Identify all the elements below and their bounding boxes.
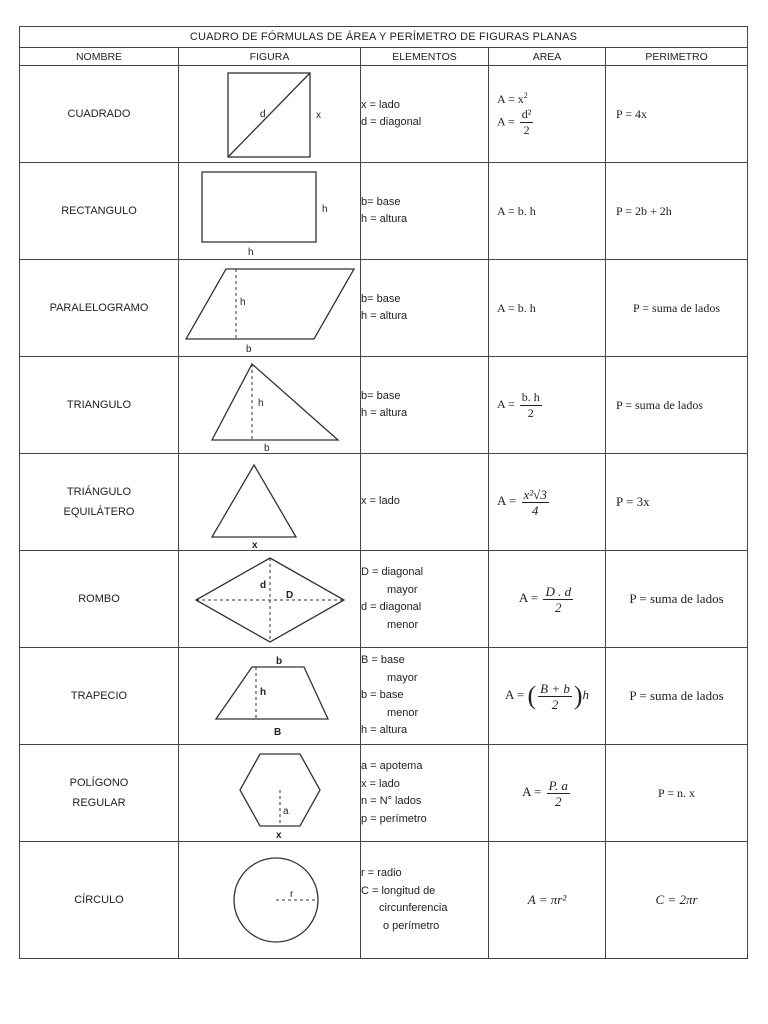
element-line: x = lado xyxy=(361,495,400,508)
perimeter-formula: P = suma de lados xyxy=(616,397,703,412)
elements-cell xyxy=(361,163,489,260)
figure-label: x xyxy=(251,540,258,549)
figure-label: b xyxy=(245,344,252,355)
perimeter-cell xyxy=(606,454,748,551)
perimeter-formula: C = 2πr xyxy=(655,892,698,907)
table-title: CUADRO DE FÓRMULAS DE ÁREA Y PERÍMETRO DE FIGURAS PLANAS xyxy=(20,27,748,48)
header-figura: FIGURA xyxy=(179,48,361,66)
area-text: A = xyxy=(504,686,525,702)
element-line: B = base xyxy=(361,654,405,667)
table-row xyxy=(20,842,748,959)
area-formula: A = πr² xyxy=(527,892,567,907)
table-row xyxy=(20,648,748,745)
element-line: h = altura xyxy=(361,407,408,419)
formula-table xyxy=(19,26,748,959)
shape-name xyxy=(20,648,179,745)
element-line: d = diagonal xyxy=(361,116,422,128)
area-cell xyxy=(489,842,606,959)
table-row xyxy=(20,454,748,551)
shape-name-line: PARALELOGRAMO xyxy=(49,302,149,314)
table-row xyxy=(20,66,748,163)
perimeter-formula: P = suma de lados xyxy=(633,300,721,315)
shape-name-line: TRIÁNGULO xyxy=(66,486,132,498)
area-cell xyxy=(489,260,606,357)
element-line: b= base xyxy=(361,389,401,402)
shape-name xyxy=(20,163,179,260)
shape-name-line: ROMBO xyxy=(78,593,120,605)
table-row xyxy=(20,357,748,454)
area-numerator: x²√3 xyxy=(523,486,547,502)
shape-name-line: CUADRADO xyxy=(67,108,131,120)
figure-label: h xyxy=(321,204,328,215)
element-line: d = diagonal xyxy=(361,601,422,613)
shape-name xyxy=(20,551,179,648)
square-figure xyxy=(180,67,360,161)
elements-cell xyxy=(361,551,489,648)
elements-cell xyxy=(361,454,489,551)
element-line: C = longitud de xyxy=(361,884,436,897)
area-text: A = xyxy=(497,396,515,411)
perimeter-cell xyxy=(606,551,748,648)
table-row xyxy=(20,551,748,648)
table-row xyxy=(20,260,748,357)
area-cell xyxy=(489,163,606,260)
area-formula: A = b. h xyxy=(497,203,536,218)
figure-label: x xyxy=(275,830,282,840)
figure-cell xyxy=(179,454,361,551)
table-row xyxy=(20,745,748,842)
table-row xyxy=(20,163,748,260)
elements-cell xyxy=(361,260,489,357)
element-line: p = perímetro xyxy=(361,812,427,825)
area-text: A = xyxy=(497,492,517,508)
elements-cell xyxy=(361,745,489,842)
perimeter-formula: P = 4x xyxy=(616,106,647,121)
area-numerator: D . d xyxy=(545,583,572,599)
equilateral-triangle-figure xyxy=(180,455,360,549)
elements-cell xyxy=(361,842,489,959)
element-line: h = altura xyxy=(361,213,408,225)
element-line: x = lado xyxy=(361,98,400,111)
area-text: h xyxy=(582,686,590,702)
element-line: o perímetro xyxy=(383,919,440,932)
area-denominator: 2 xyxy=(543,599,573,615)
figure-label: d xyxy=(259,580,266,591)
element-line: b= base xyxy=(361,195,401,208)
area-numerator: b. h xyxy=(521,389,540,404)
element-line: circunferencia xyxy=(379,902,448,914)
perimeter-cell xyxy=(606,66,748,163)
figure-label: x xyxy=(315,110,321,121)
figure-cell xyxy=(179,745,361,842)
figure-label: h xyxy=(257,398,264,409)
header-perimetro: PERIMETRO xyxy=(606,48,748,66)
element-line: b= base xyxy=(361,292,401,305)
element-line: menor xyxy=(387,618,419,631)
header-elementos: ELEMENTOS xyxy=(361,48,489,66)
shape-name xyxy=(20,745,179,842)
area-cell xyxy=(489,357,606,454)
figure-cell xyxy=(179,648,361,745)
shape-name xyxy=(20,357,179,454)
perimeter-formula: P = 2b + 2h xyxy=(616,203,672,218)
elements-cell xyxy=(361,648,489,745)
area-cell xyxy=(489,551,606,648)
element-line: mayor xyxy=(387,583,418,596)
area-cell xyxy=(489,454,606,551)
area-numerator: P. a xyxy=(548,777,568,793)
triangle-figure xyxy=(180,358,360,452)
perimeter-formula: P = n. x xyxy=(658,785,696,800)
hexagon-figure xyxy=(180,746,360,840)
shape-name-line: TRAPECIO xyxy=(70,690,128,702)
shape-name xyxy=(20,66,179,163)
element-line: D = diagonal xyxy=(361,566,424,578)
shape-name xyxy=(20,842,179,959)
element-line: menor xyxy=(387,706,419,719)
area-denominator: 4 xyxy=(522,502,549,518)
area-cell xyxy=(489,745,606,842)
perimeter-formula: P = suma de lados xyxy=(629,688,724,703)
element-line: n = N° lados xyxy=(361,795,422,807)
figure-cell xyxy=(179,357,361,454)
figure-label: h xyxy=(259,687,266,698)
area-cell xyxy=(489,66,606,163)
figure-label: B xyxy=(273,727,281,738)
shape-name-line: EQUILÁTERO xyxy=(63,506,135,518)
area-text: A = xyxy=(522,783,542,799)
header-nombre: NOMBRE xyxy=(20,48,179,66)
figure-cell xyxy=(179,163,361,260)
area-denominator: 2 xyxy=(520,122,534,138)
area-exponent: 2 xyxy=(523,90,528,100)
perimeter-cell xyxy=(606,357,748,454)
element-line: mayor xyxy=(387,671,418,684)
perimeter-cell xyxy=(606,648,748,745)
figure-label: h xyxy=(247,247,254,258)
element-line: a = apotema xyxy=(361,760,423,772)
area-text: A = xyxy=(497,113,515,128)
perimeter-cell xyxy=(606,842,748,959)
perimeter-cell xyxy=(606,163,748,260)
element-line: r = radio xyxy=(361,867,402,879)
shape-name-line: POLÍGONO xyxy=(69,777,129,789)
elements-cell xyxy=(361,357,489,454)
perimeter-formula: P = suma de lados xyxy=(629,591,724,606)
shape-name-line: CÍRCULO xyxy=(74,894,124,906)
shape-name-line: RECTANGULO xyxy=(61,205,137,217)
area-formula: A = b. h xyxy=(497,300,536,315)
figure-label: a xyxy=(282,806,289,817)
element-line: h = altura xyxy=(361,310,408,322)
figure-label: h xyxy=(239,297,246,308)
figure-cell xyxy=(179,551,361,648)
shape-name xyxy=(20,454,179,551)
figure-label: b xyxy=(275,656,282,667)
figure-cell xyxy=(179,260,361,357)
figure-label: d xyxy=(259,109,266,120)
elements-cell xyxy=(361,66,489,163)
rhombus-figure xyxy=(180,552,360,646)
figure-cell xyxy=(179,842,361,959)
parallelogram-figure xyxy=(180,261,360,355)
perimeter-cell xyxy=(606,745,748,842)
area-text: A = xyxy=(518,589,539,605)
area-cell: A = ( $\frac{B + b}{2}$ )h xyxy=(489,648,606,745)
figure-label: D xyxy=(285,590,293,601)
area-numerator: d² xyxy=(521,106,532,121)
figure-cell xyxy=(179,66,361,163)
area-denominator: 2 xyxy=(547,793,570,809)
area-denominator: 2 xyxy=(520,405,542,421)
perimeter-cell xyxy=(606,260,748,357)
area-denominator: 2 xyxy=(538,696,572,712)
circle-figure xyxy=(180,844,360,956)
rectangle-figure xyxy=(180,164,360,258)
perimeter-formula: P = 3x xyxy=(616,494,650,509)
trapezoid-figure xyxy=(180,649,360,743)
area-text: A = x xyxy=(497,91,524,106)
element-line: h = altura xyxy=(361,724,408,737)
element-line: x = lado xyxy=(361,777,400,790)
area-numerator: B + b xyxy=(540,680,570,696)
shape-name xyxy=(20,260,179,357)
shape-name-line: REGULAR xyxy=(72,797,126,809)
header-area: AREA xyxy=(489,48,606,66)
shape-name-line: TRIANGULO xyxy=(66,399,132,411)
figure-label: b xyxy=(263,443,270,452)
element-line: b = base xyxy=(361,689,404,702)
figure-label: r xyxy=(289,889,293,900)
